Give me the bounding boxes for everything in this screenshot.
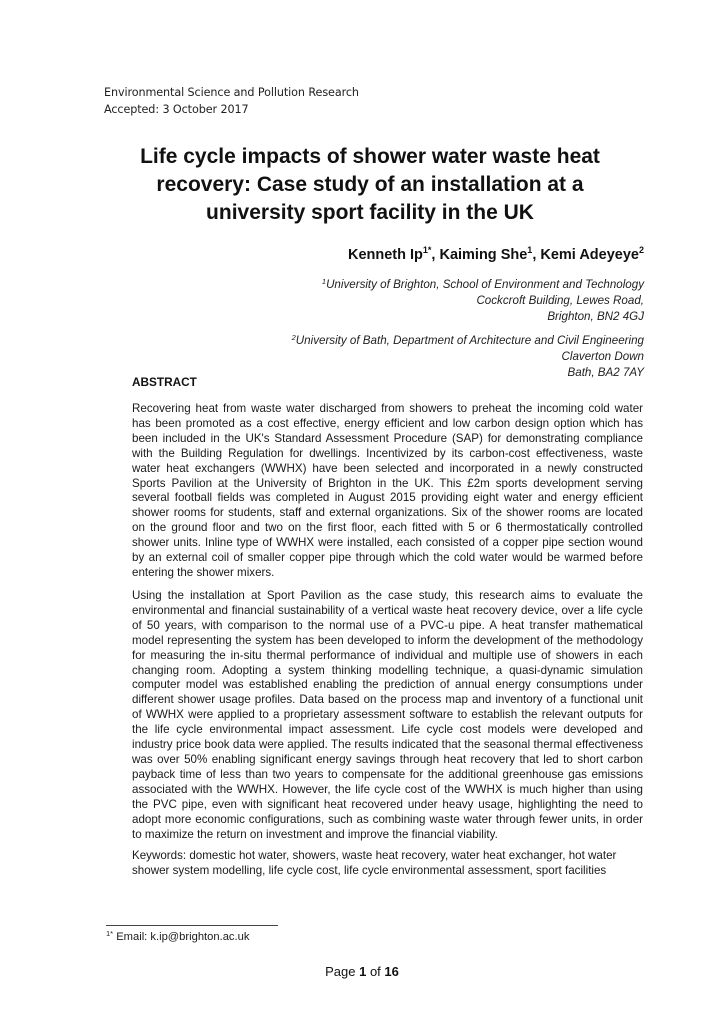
title-line-2: recovery: Case study of an installation at a [156, 173, 584, 196]
affiliation-1 [322, 277, 644, 325]
footnote-divider [106, 925, 278, 926]
journal-header [104, 84, 359, 118]
keywords: Keywords: domestic hot water, showers, waste heat recovery, water heat exchanger, hot water shower system modelling, life cycle cost, life cycle environmental assessment, sport facilities [132, 849, 617, 877]
author-name: Kaiming She [439, 247, 528, 263]
affiliation-line: University of Bath, Department of Architecture and Civil Engineering [295, 334, 644, 347]
title-line-3: university sport facility in the UK [206, 201, 534, 224]
abstract-heading: ABSTRACT [132, 375, 197, 389]
affiliation-marker: 2 [291, 333, 296, 342]
paper-title [120, 143, 620, 227]
page-number [0, 964, 724, 979]
affiliation-line: Cockcroft Building, Lewes Road, [476, 294, 644, 307]
affiliation-line: Claverton Down [561, 350, 644, 363]
footnote [106, 931, 249, 943]
author-affiliation-marker: 1* [422, 245, 432, 255]
current-page: 1 [359, 964, 367, 979]
author-name: Kemi Adeyeye [540, 247, 639, 263]
page-of-label: of [366, 964, 385, 979]
author-separator: , [532, 247, 541, 263]
abstract-paragraph-1: Recovering heat from waste water discharged from showers to preheat the incoming cold water has been promoted as a cost effective, energy efficient and low carbon design option which has been included in the UK's Standard Assessment Procedure (SAP) for demonstrating compliance with the Building Regulation for dwellings. Incentivized by its carbon-cost effectiveness, waste water heat exchangers (WWHX) have been selected and incorporated in a newly constructed Sports Pavilion at the University of Brighton in the UK. This £2m sports development serving several football fields was completed in August 2015 providing eight water and energy efficient shower rooms for students, staff and external organizations. Six of the shower rooms are located on the ground floor and two on the first floor, each fitted with 5 or 6 thermostatically controlled shower units. Inline type of WWHX were installed, each consisted of a copper pipe section wound by an external coil of smaller copper pipe through which the cold water would be warmed before entering the shower mixers. [132, 402, 643, 579]
author-affiliation-marker: 2 [638, 245, 644, 255]
title-line-1: Life cycle impacts of shower water waste heat [140, 145, 600, 168]
affiliation-line: University of Brighton, School of Environment and Technology [326, 278, 644, 291]
page-label: Page [325, 964, 360, 979]
author-name: Kenneth Ip [347, 247, 423, 263]
author-list [348, 247, 644, 263]
journal-name: Environmental Science and Pollution Research [104, 86, 359, 99]
affiliation-marker: 1 [321, 277, 327, 286]
affiliation-2 [292, 333, 644, 381]
footnote-email: Email: k.ip@brighton.ac.uk [113, 931, 250, 943]
total-pages: 16 [384, 964, 399, 979]
footnote-marker: 1* [106, 929, 114, 938]
abstract-paragraph-2: Using the installation at Sport Pavilion as the case study, this research aims to evaluate the environmental and financial sustainability of a vertical waste heat recovery device, over a life cycle of 50 years, with comparison to the normal use of a PVC-u pipe. A heat transfer mathematical model representing the system has been developed to inform the development of the methodology for measuring the in-situ thermal performance of individual and multiple use of showers in each changing room. Adopting a system thinking modelling technique, a quasi-dynamic simulation computer model was established enabling the prediction of annual energy consumptions under different shower usage profiles. Data based on the process map and inventory of a functional unit of WWHX were applied to a proprietary assessment software to establish the relevant outputs for the life cycle environmental impact assessment. Life cycle cost models were developed and industry price book data were applied. The results indicated that the seasonal thermal effectiveness was over 50% enabling significant energy savings through heat recovery that led to short carbon payback time of less than two years to compensate for the additional greenhouse gas emissions associated with the WWHX. However, the life cycle cost of the WWHX is much higher than using the PVC pipe, even with significant heat recovered under heavy usage, highlighting the need to adopt more economic configurations, such as combining waste water through fewer units, in order to maximize the return on investment and improve the financial viability. [132, 589, 643, 841]
affiliation-line: Brighton, BN2 4GJ [547, 310, 644, 323]
accepted-date: Accepted: 3 October 2017 [104, 103, 249, 116]
affiliation-line: Bath, BA2 7AY [567, 366, 644, 379]
author-affiliation-marker: 1 [527, 245, 533, 255]
author-separator: , [431, 247, 440, 263]
